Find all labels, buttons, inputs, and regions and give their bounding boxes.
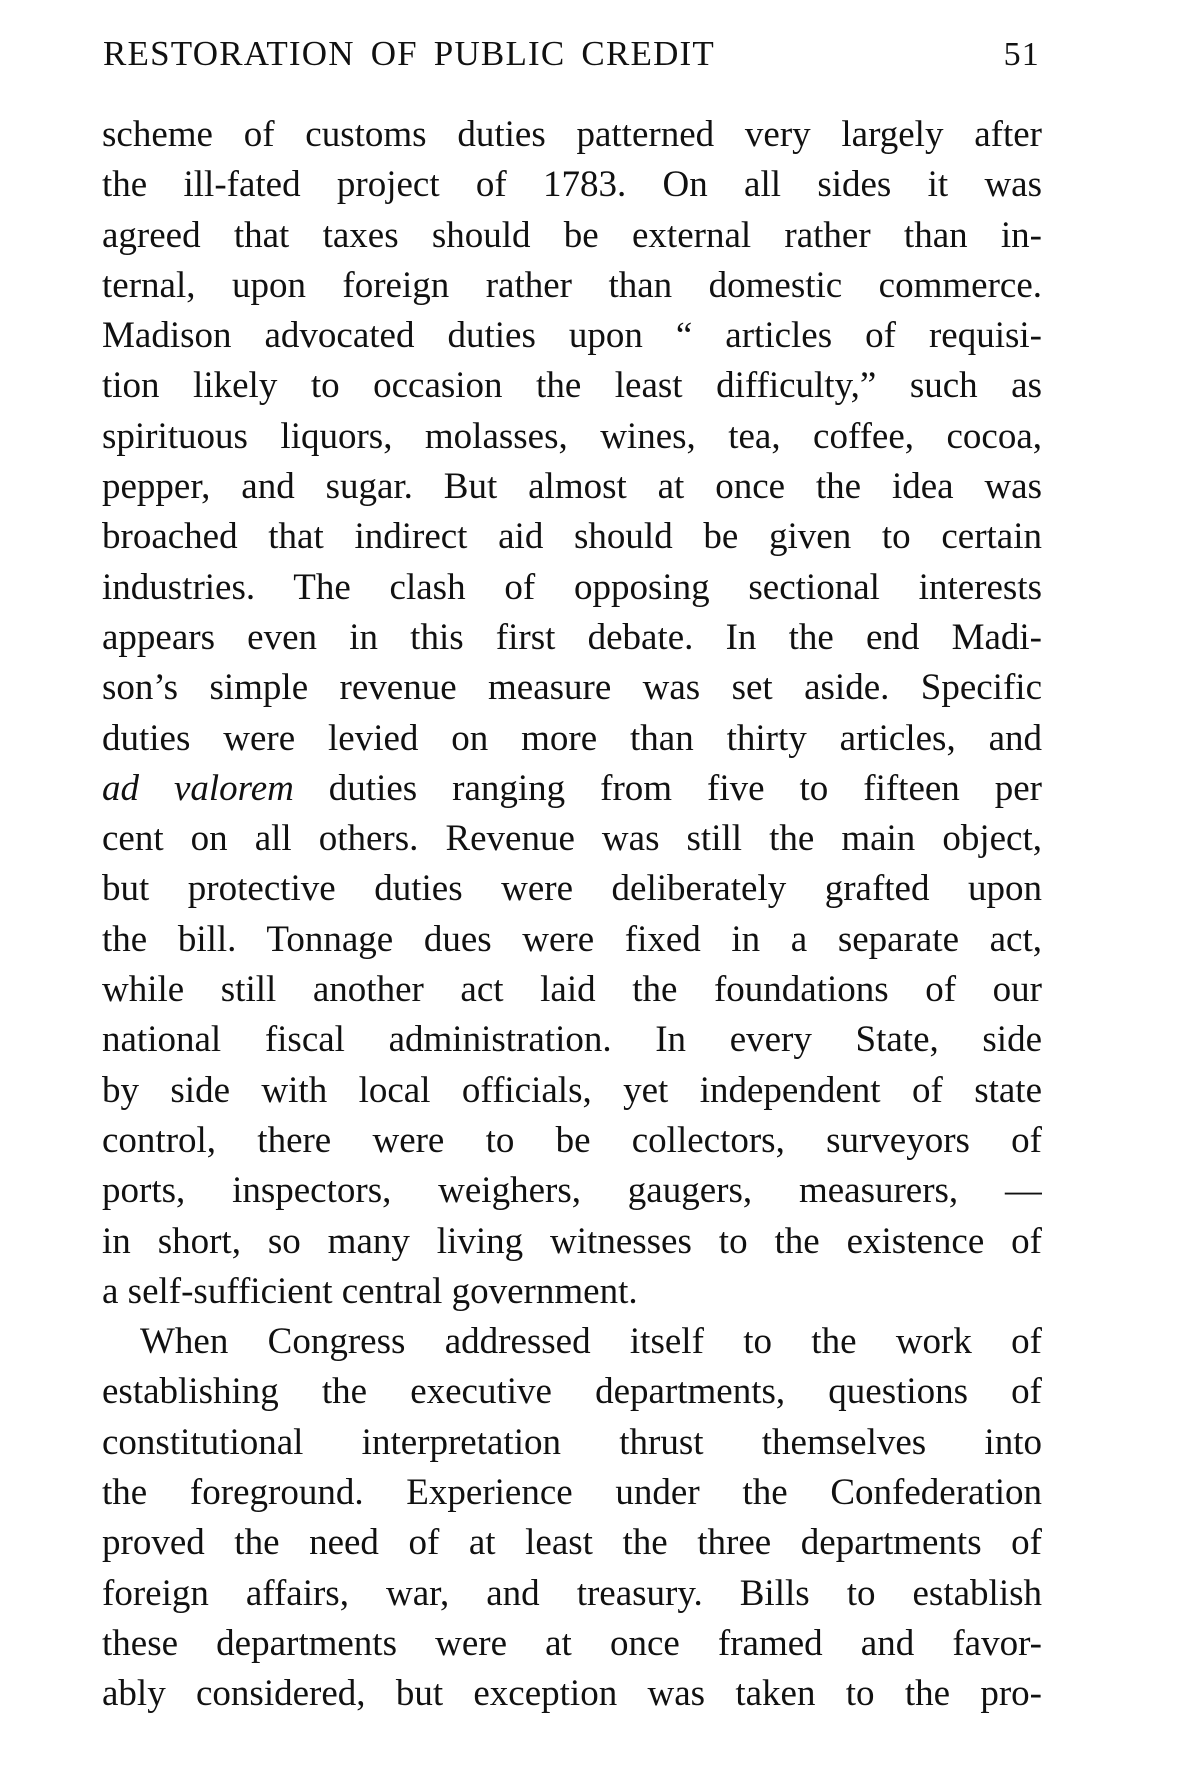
- text-line: control, there were to be collectors, surveyors of: [102, 1119, 1042, 1161]
- text-line: duties were levied on more than thirty articles, and: [102, 717, 1042, 759]
- text-line: these departments were at once framed and favor-: [102, 1622, 1042, 1664]
- text-line: the ill-fated project of 1783. On all sides it was: [102, 164, 1042, 206]
- text-line: constitutional interpretation thrust themselves into: [102, 1421, 1042, 1463]
- text-line: ably considered, but exception was taken to the pro-: [102, 1673, 1042, 1715]
- running-title: RESTORATION OF PUBLIC CREDIT: [103, 34, 715, 73]
- text-line: tion likely to occasion the least difficulty,” such as: [102, 365, 1042, 407]
- italic-phrase: ad valorem: [102, 767, 294, 809]
- text-line: son’s simple revenue measure was set aside. Specific: [102, 667, 1042, 709]
- text-line: in short, so many living witnesses to the existence of: [102, 1220, 1042, 1262]
- line-remainder: duties ranging from five to fifteen per: [293, 767, 1042, 809]
- text-line: Madison advocated duties upon “ articles of requisi-: [102, 315, 1042, 357]
- body-text: [102, 110, 1042, 1720]
- text-line: the bill. Tonnage dues were fixed in a separate act,: [102, 918, 1042, 960]
- text-line: scheme of customs duties patterned very largely after: [102, 114, 1042, 155]
- text-line-with-italic: [102, 764, 1042, 814]
- text-line: ternal, upon foreign rather than domestic commerce.: [102, 264, 1042, 306]
- text-line: proved the need of at least the three departments of: [102, 1522, 1042, 1564]
- text-line: broached that indirect aid should be given to certain: [102, 516, 1042, 558]
- page-number: 51: [1003, 36, 1040, 73]
- text-line: national fiscal administration. In every State, side: [102, 1019, 1042, 1061]
- text-line: pepper, and sugar. But almost at once the idea was: [102, 466, 1042, 508]
- text-line: foreign affairs, war, and treasury. Bills to establish: [102, 1572, 1042, 1614]
- text-line: industries. The clash of opposing sectional interests: [102, 566, 1042, 608]
- paragraph-end-line: a self-sufficient central government.: [102, 1270, 638, 1312]
- running-head: [103, 34, 1040, 84]
- text-line: ports, inspectors, weighers, gaugers, measurers, —: [102, 1170, 1042, 1212]
- text-line: appears even in this first debate. In the end Madi-: [102, 616, 1042, 658]
- text-line: but protective duties were deliberately grafted upon: [102, 868, 1042, 910]
- text-line: the foreground. Experience under the Confederation: [102, 1472, 1042, 1514]
- text-line: cent on all others. Revenue was still the main object,: [102, 818, 1042, 860]
- text-line: agreed that taxes should be external rather than in-: [102, 214, 1042, 256]
- text-line: by side with local officials, yet independent of state: [102, 1069, 1042, 1111]
- text-line: spirituous liquors, molasses, wines, tea, coffee, cocoa,: [102, 415, 1042, 457]
- paragraph-start-line: When Congress addressed itself to the work of: [140, 1321, 1042, 1363]
- text-line: while still another act laid the foundations of our: [102, 969, 1042, 1011]
- text-line: establishing the executive departments, questions of: [102, 1371, 1042, 1413]
